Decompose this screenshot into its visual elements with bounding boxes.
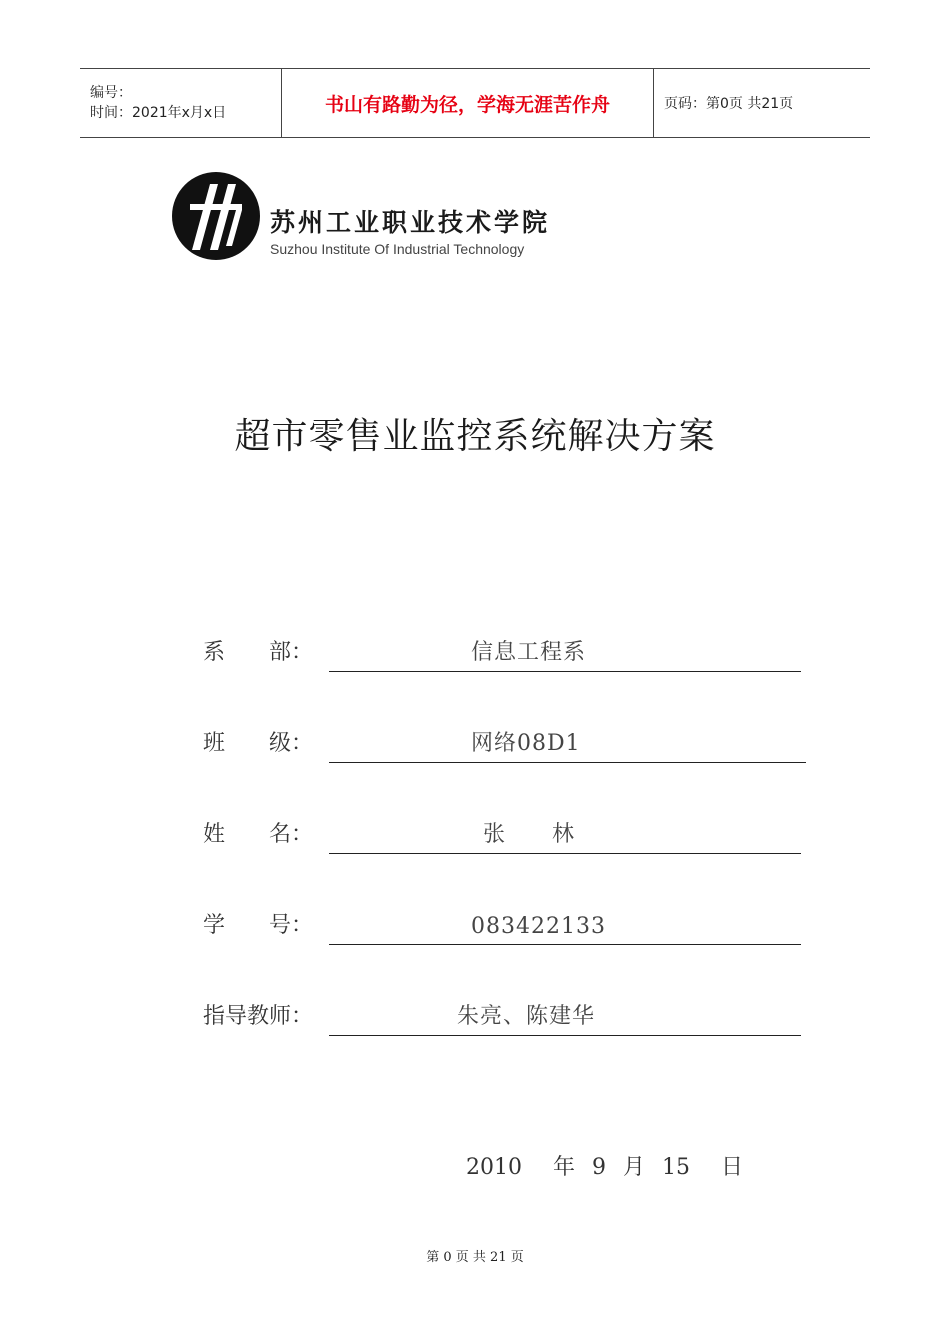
field-label: 系 部：	[203, 640, 314, 665]
date-month: 9	[592, 1155, 607, 1180]
field-value: 信息工程系	[471, 640, 587, 665]
field-value: 朱亮、陈建华	[457, 1004, 596, 1029]
field-label: 班 级：	[203, 731, 314, 756]
header-right	[654, 69, 870, 137]
motto: 书山有路勤为径，学海无涯苦作舟	[324, 93, 610, 116]
field-value: 张 林	[483, 822, 576, 847]
page-indicator: 页码：第0页 共21页	[664, 96, 794, 112]
document-date	[466, 1150, 743, 1181]
date-day: 15	[662, 1155, 691, 1180]
institute-name-cn: 苏州工业职业技术学院	[270, 208, 551, 237]
field-label: 学 号：	[203, 913, 314, 938]
field-student-id	[203, 905, 813, 945]
institute-logo	[170, 170, 590, 262]
institute-name-en: Suzhou Institute Of Industrial Technology	[270, 241, 525, 257]
header-left	[80, 69, 281, 137]
field-class	[203, 723, 813, 763]
date-day-unit: 日	[721, 1155, 744, 1180]
field-value: 网络08D1	[471, 731, 581, 756]
field-label: 指导教师：	[203, 1004, 314, 1029]
time-label: 时间：2021年x月x日	[90, 105, 227, 121]
page-header	[80, 68, 870, 138]
field-department	[203, 632, 813, 672]
field-advisor	[203, 996, 813, 1036]
field-name	[203, 814, 813, 854]
field-value: 083422133	[471, 914, 606, 939]
header-middle	[281, 69, 654, 137]
date-year: 2010	[466, 1155, 522, 1180]
field-label: 姓 名：	[203, 822, 314, 847]
institute-emblem-icon	[170, 170, 262, 262]
number-label: 编号：	[90, 85, 132, 101]
page-footer: 第 0 页 共 21 页	[426, 1250, 524, 1265]
document-title: 超市零售业监控系统解决方案	[234, 416, 716, 457]
date-year-unit: 年	[553, 1155, 576, 1180]
date-month-unit: 月	[623, 1155, 646, 1180]
